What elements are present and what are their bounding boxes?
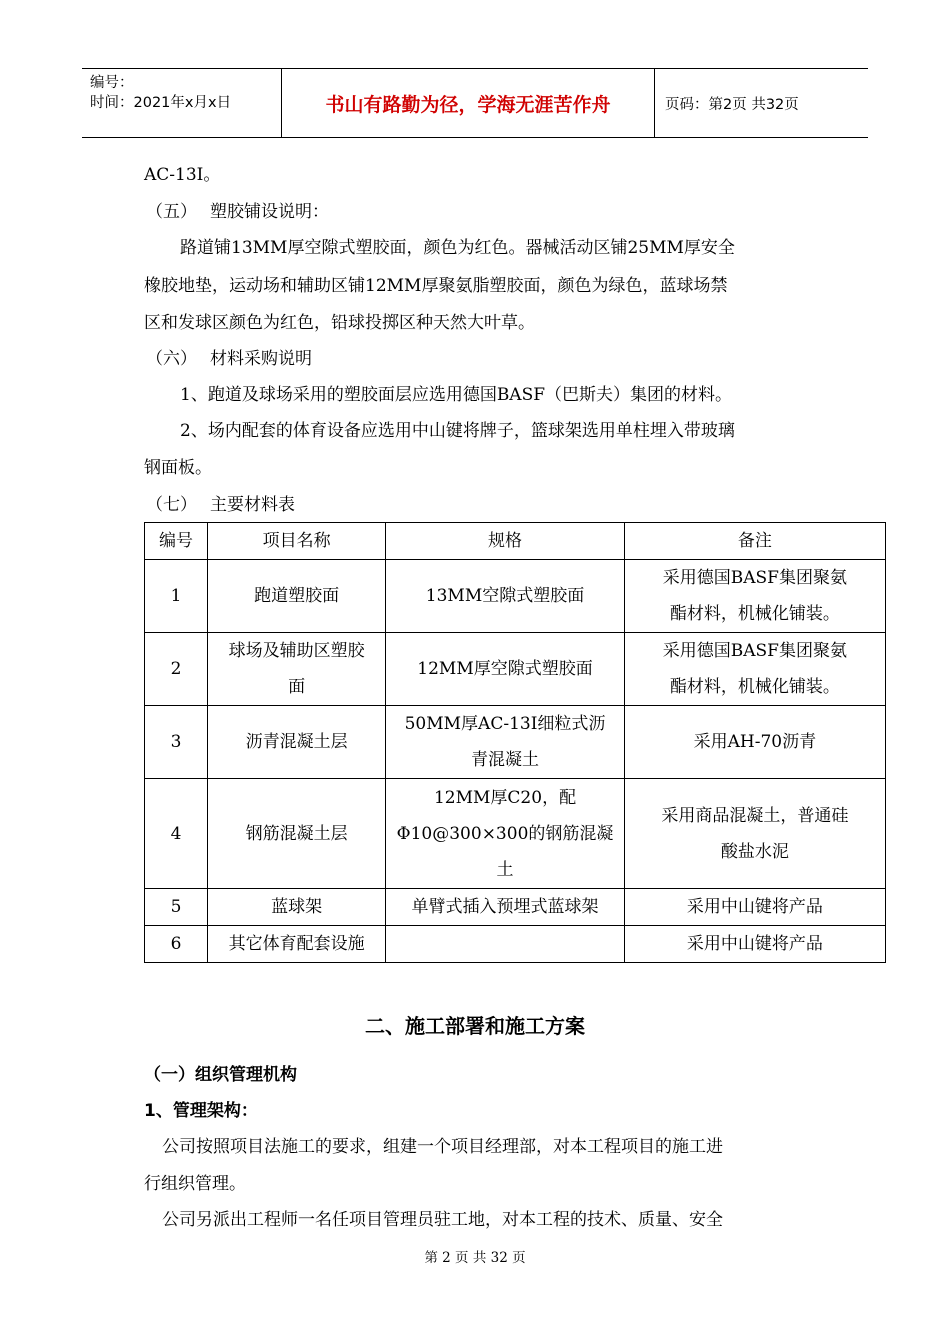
table-cell-spec (386, 633, 624, 706)
table-cell-spec (386, 926, 624, 963)
cell-text-line: 酸盐水泥 (720, 841, 789, 862)
table-header-cell: 编号 (145, 523, 208, 560)
paragraph-line: 1、跑道及球场采用的塑胶面层应选用德国BASF（巴斯夫）集团的材料。 (180, 385, 733, 405)
header-info (82, 69, 282, 137)
paragraph-line: 公司另派出工程师一名任项目管理员驻工地，对本工程的技术、质量、安全 (162, 1210, 723, 1230)
section-heading-5 (146, 197, 329, 222)
cell-text-line: 跑道塑胶面 (254, 586, 340, 606)
cell-text-line: 青混凝土 (471, 750, 540, 770)
section-heading-7 (146, 490, 295, 515)
cell-text-line: 酯材料，机械化铺装。 (669, 677, 840, 697)
paragraph-line: 钢面板。 (144, 458, 212, 478)
table-cell-spec (386, 779, 624, 889)
cell-text-line: 13MM空隙式塑胶面 (425, 586, 585, 606)
table-cell-no: 2 (145, 633, 208, 706)
table-cell-name (208, 633, 386, 706)
materials-table (144, 522, 886, 963)
section-number: （五） (146, 202, 197, 222)
table-row (145, 560, 886, 633)
table-cell-no: 1 (145, 560, 208, 633)
section-title: 塑胶铺设说明： (210, 202, 329, 222)
header-date-label: 时间：2021年x月x日 (90, 95, 232, 111)
cell-text-line: 土 (496, 859, 514, 880)
table-cell-no: 5 (145, 889, 208, 926)
chapter-title: 二、施工部署和施工方案 (365, 1014, 585, 1038)
table-cell-note (624, 889, 885, 926)
cell-text-line: 球场及辅助区塑胶 (228, 641, 365, 661)
cell-text-line: 采用德国BASF集团聚氨 (662, 641, 847, 661)
table-header-cell: 备注 (624, 523, 885, 560)
header-motto: 书山有路勤为径，学海无涯苦作舟 (282, 69, 655, 137)
section-title: 主要材料表 (210, 495, 295, 515)
section-title: 材料采购说明 (210, 349, 312, 369)
cell-text-line: 蓝球架 (271, 897, 323, 917)
table-cell-note (624, 633, 885, 706)
table-row (145, 706, 886, 779)
table-row (145, 633, 886, 706)
paragraph-line: 橡胶地垫，运动场和辅助区铺12MM厚聚氨脂塑胶面，颜色为绿色，蓝球场禁 (144, 276, 728, 296)
cell-text-line: 其它体育配套设施 (228, 934, 365, 954)
table-cell-no: 3 (145, 706, 208, 779)
paragraph-line: 行组织管理。 (144, 1174, 246, 1194)
paragraph-line: 路道铺13MM厚空隙式塑胶面，颜色为红色。器械活动区铺25MM厚安全 (180, 238, 735, 258)
table-cell-name (208, 779, 386, 889)
subsection-title: 1、管理架构： (144, 1101, 258, 1121)
table-header-cell: 项目名称 (208, 523, 386, 560)
table-cell-name (208, 926, 386, 963)
paragraph-line: 2、场内配套的体育设备应选用中山键将牌子，篮球架选用单柱埋入带玻璃 (180, 421, 735, 441)
page-header (82, 68, 868, 138)
paragraph-line: 公司按照项目法施工的要求，组建一个项目经理部，对本工程项目的施工进 (162, 1137, 723, 1157)
cell-text-line: 12MM厚C20，配 (433, 787, 577, 808)
cell-text-line: 采用中山键将产品 (686, 934, 823, 954)
cell-text-line: 沥青混凝土层 (245, 732, 348, 752)
table-cell-name (208, 889, 386, 926)
header-number-label: 编号： (90, 75, 134, 91)
page-footer: 第 2 页 共 32 页 (424, 1250, 526, 1266)
cell-text-line: 酯材料，机械化铺装。 (669, 604, 840, 624)
table-cell-note (624, 706, 885, 779)
section-number: （七） (146, 495, 197, 515)
cell-text-line: 采用德国BASF集团聚氨 (662, 568, 847, 588)
table-cell-no: 4 (145, 779, 208, 889)
text-line: AC-13I。 (144, 165, 221, 185)
cell-text-line: 采用中山键将产品 (686, 897, 823, 917)
table-row (145, 779, 886, 889)
table-cell-note (624, 926, 885, 963)
cell-text-line: 采用商品混凝土，普通硅 (661, 805, 849, 826)
table-cell-spec (386, 560, 624, 633)
cell-text-line: 钢筋混凝土层 (245, 823, 348, 844)
table-cell-no: 6 (145, 926, 208, 963)
table-cell-name (208, 560, 386, 633)
header-page-label: 页码：第2页 共32页 (665, 96, 799, 113)
cell-text-line: 面 (288, 677, 306, 697)
table-header-row (145, 523, 886, 560)
table-cell-note (624, 560, 885, 633)
table-cell-spec (386, 706, 624, 779)
table-row (145, 889, 886, 926)
cell-text-line: 采用AH-70沥青 (693, 732, 817, 752)
paragraph-line: 区和发球区颜色为红色，铅球投掷区种天然大叶草。 (144, 313, 535, 333)
table-cell-spec (386, 889, 624, 926)
cell-text-line: 50MM厚AC-13I细粒式沥 (404, 714, 606, 734)
table-header-cell: 规格 (386, 523, 624, 560)
cell-text-line: 单臂式插入预埋式蓝球架 (411, 897, 599, 917)
cell-text-line: Φ10@300×300的钢筋混凝 (396, 823, 614, 844)
section-heading-6 (146, 344, 312, 369)
table-row (145, 926, 886, 963)
subsection-title: （一）组织管理机构 (144, 1065, 297, 1085)
table-cell-name (208, 706, 386, 779)
cell-text-line: 12MM厚空隙式塑胶面 (417, 659, 593, 679)
section-number: （六） (146, 349, 197, 369)
table-cell-note (624, 779, 885, 889)
